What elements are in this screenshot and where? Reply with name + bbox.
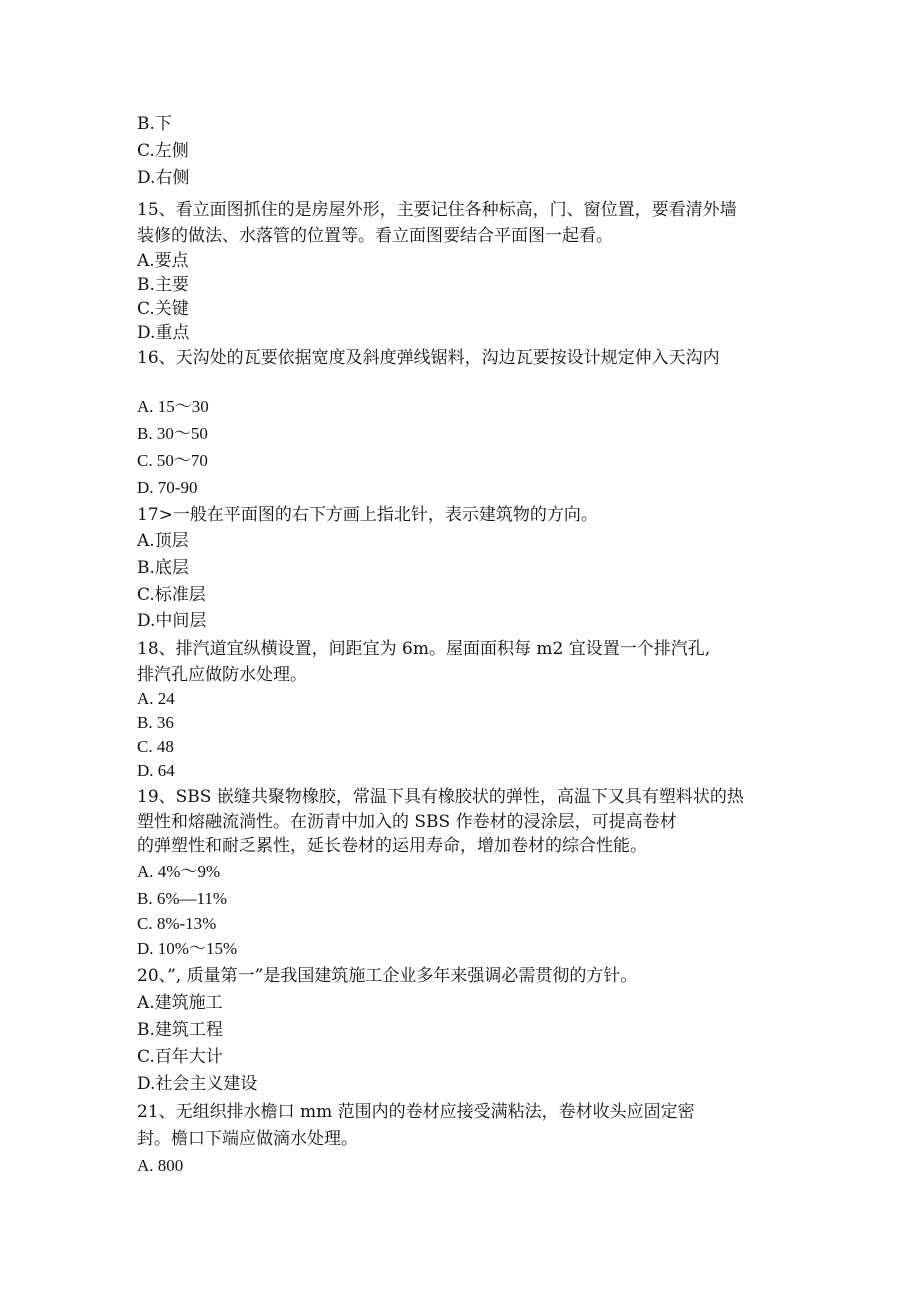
question-19-option-d: D. 10%～15% bbox=[137, 939, 238, 958]
question-16-option-b: B. 30～50 bbox=[137, 424, 208, 443]
question-21-option-a: A. 800 bbox=[137, 1156, 184, 1175]
question-15-line1: 15、看立面图抓住的是房屋外形，主要记住各种标高，门、窗位置，要看清外墙 bbox=[137, 200, 737, 220]
question-20-option-d: D.社会主义建设 bbox=[137, 1074, 258, 1094]
question-21-line2: 封。檐口下端应做滴水处理。 bbox=[137, 1129, 358, 1149]
option-c: C.左侧 bbox=[137, 141, 189, 161]
question-19-option-c: C. 8%-13% bbox=[137, 914, 217, 933]
question-16-text: 16、天沟处的瓦要依据宽度及斜度弹线锯料，沟边瓦要按设计规定伸入天沟内 bbox=[137, 348, 720, 368]
question-19-line3: 的弹塑性和耐乏累性，延长卷材的运用寿命，增加卷材的综合性能。 bbox=[137, 836, 647, 856]
question-19-option-a: A. 4%～9% bbox=[137, 862, 221, 881]
question-15-option-b: B.主要 bbox=[137, 275, 189, 295]
question-17-option-b: B.底层 bbox=[137, 558, 189, 578]
question-20-option-b: B.建筑工程 bbox=[137, 1020, 223, 1040]
question-19-option-b: B. 6%—11% bbox=[137, 889, 228, 908]
question-19-line1: 19、SBS 嵌缝共聚物橡胶，常温下具有橡胶状的弹性，高温下又具有塑料状的热 bbox=[137, 787, 744, 807]
question-15-line2: 装修的做法、水落管的位置等。看立面图要结合平面图一起看。 bbox=[137, 226, 613, 246]
question-17-option-d: D.中间层 bbox=[137, 611, 207, 631]
question-21-line1: 21、无组织排水檐口 mm 范围内的卷材应接受满粘法，卷材收头应固定密 bbox=[137, 1102, 695, 1122]
question-18-option-b: B. 36 bbox=[137, 713, 174, 732]
question-18-line2: 排汽孔应做防水处理。 bbox=[137, 665, 307, 685]
question-20-option-c: C.百年大计 bbox=[137, 1047, 223, 1067]
question-20-text: 20、”, 质量第一”是我国建筑施工企业多年来强调必需贯彻的方针。 bbox=[137, 966, 638, 986]
question-17-option-a: A.顶层 bbox=[137, 531, 189, 551]
question-15-option-c: C.关键 bbox=[137, 299, 189, 319]
question-18-line1: 18、排汽道宜纵横设置，间距宜为 6m。屋面面积每 m2 宜设置一个排汽孔, bbox=[137, 639, 711, 659]
question-15-option-a: A.要点 bbox=[137, 251, 189, 271]
question-16-option-d: D. 70-90 bbox=[137, 478, 198, 497]
question-17-option-c: C.标准层 bbox=[137, 585, 206, 605]
question-19-line2: 塑性和熔融流淌性。在沥青中加入的 SBS 作卷材的浸涂层，可提高卷材 bbox=[137, 812, 677, 832]
question-15-option-d: D.重点 bbox=[137, 323, 190, 343]
question-18-option-c: C. 48 bbox=[137, 737, 174, 756]
question-16-option-a: A. 15～30 bbox=[137, 397, 209, 416]
option-d: D.右侧 bbox=[137, 168, 190, 188]
question-18-option-d: D. 64 bbox=[137, 761, 175, 780]
question-16-option-c: C. 50～70 bbox=[137, 451, 208, 470]
question-20-option-a: A.建筑施工 bbox=[137, 993, 223, 1013]
question-17-text: 17>一般在平面图的右下方画上指北针，表示建筑物的方向。 bbox=[137, 505, 598, 525]
question-18-option-a: A. 24 bbox=[137, 689, 175, 708]
option-15b-prev: B.下 bbox=[137, 114, 172, 134]
